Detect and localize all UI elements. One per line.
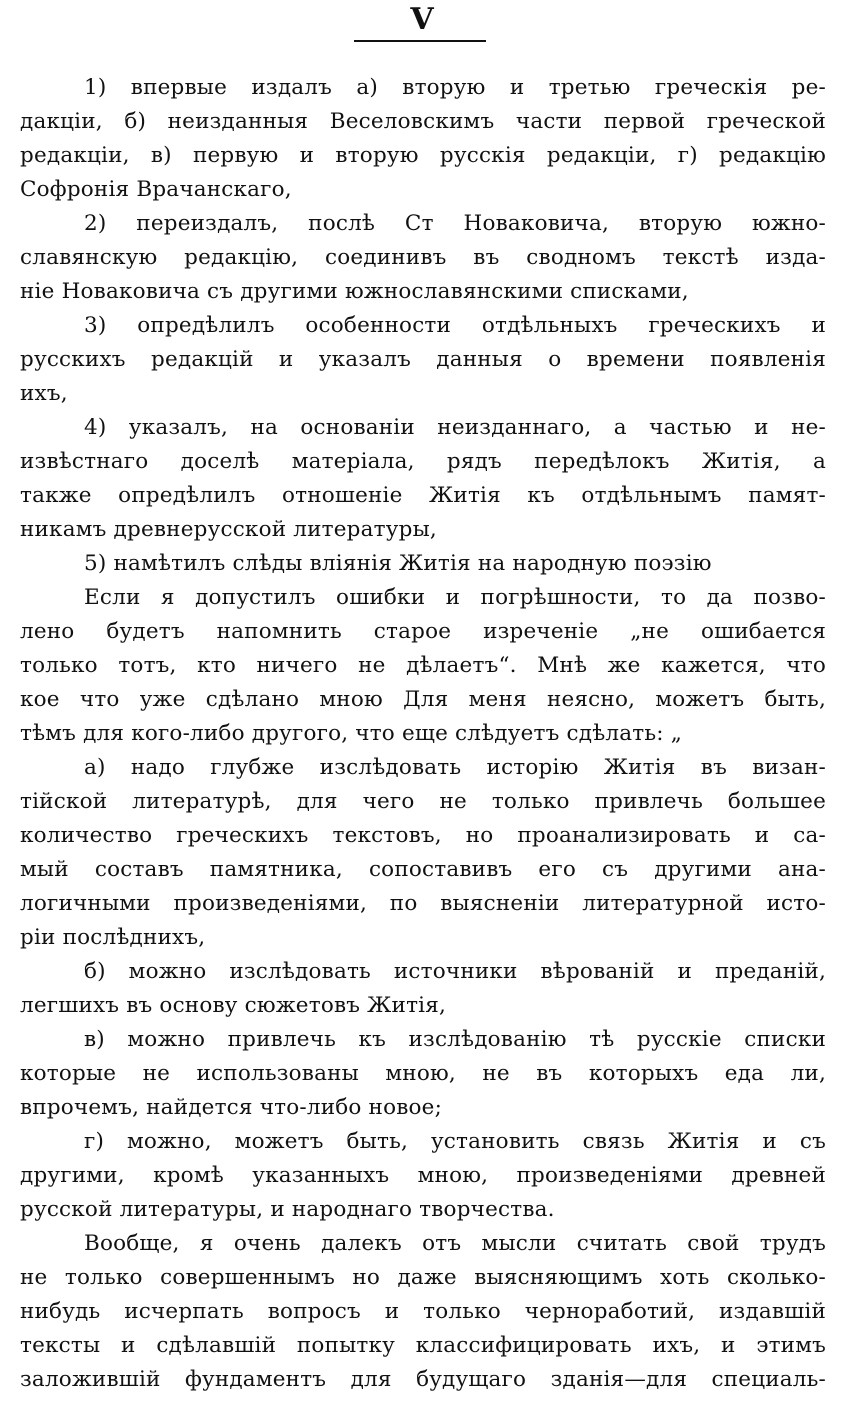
text-line: редакціи, в) первую и вторую русскія редакціи, г) редакцію [20, 143, 826, 168]
text-line: ріи послѣднихъ, [20, 925, 206, 950]
text-line: кое что уже сдѣлано мною Для меня неясно, можетъ быть, [20, 687, 826, 712]
text-line: также опредѣлилъ отношеніе Житія къ отдѣльнымъ памят- [20, 483, 826, 508]
text-line: Если я допустилъ ошибки и погрѣшности, то да позво- [84, 585, 826, 610]
text-line: 2) переиздалъ, послѣ Ст Новаковича, вторую южно- [84, 211, 826, 236]
text-line: б) можно изслѣдовать источники вѣрованій и преданій, [84, 959, 826, 984]
text-line: которые не использованы мною, не въ которыхъ еда ли, [20, 1061, 826, 1086]
text-line: нибудь исчерпать вопросъ и только черноработий, издавшій [20, 1299, 826, 1324]
text-line: легшихъ въ основу сюжетовъ Житія, [20, 993, 447, 1018]
text-line: 3) опредѣлилъ особенности отдѣльныхъ греческихъ и [84, 313, 826, 338]
text-line: тексты и сдѣлавшій попытку классифицировать ихъ, и этимъ [20, 1333, 826, 1358]
text-line: дакціи, б) неизданныя Веселовскимъ части первой греческой [20, 109, 826, 134]
text-line: только тотъ, кто ничего не дѣлаетъ“. Мнѣ же кажется, что [20, 653, 826, 678]
text-line: заложившій фундаментъ для будущаго зданія—для специаль- [20, 1367, 826, 1392]
document-body [20, 71, 826, 1397]
text-line: г) можно, можетъ быть, установить связь Житія и съ [84, 1129, 826, 1154]
text-line: русской литературы, и народнаго творчества. [20, 1197, 555, 1222]
text-line: 1) впервые издалъ а) вторую и третью греческія ре- [84, 75, 826, 100]
text-line: мый составъ памятника, сопоставивъ его съ другими ана- [20, 857, 826, 882]
text-line: а) надо глубже изслѣдовать исторію Житія въ визан- [84, 755, 826, 780]
text-line: логичными произведеніями, по выясненіи литературной исто- [20, 891, 826, 916]
text-line: лено будетъ напомнить старое изреченіе „не ошибается [20, 619, 826, 644]
text-line: количество греческихъ текстовъ, но проанализировать и са- [20, 823, 826, 848]
text-line: Вообще, я очень далекъ отъ мысли считать свой трудъ [84, 1231, 826, 1256]
page-number-header: V [410, 2, 434, 37]
text-line: Софронія Врачанскаго, [20, 177, 292, 202]
text-line: впрочемъ, найдется что-либо новое; [20, 1095, 443, 1120]
text-line: в) можно привлечь къ изслѣдованію тѣ русскіе списки [84, 1027, 826, 1052]
text-line: тійской литературѣ, для чего не только привлечь большее [20, 789, 826, 814]
text-line: тѣмъ для кого-либо другого, что еще слѣдуетъ сдѣлать: „ [20, 721, 683, 746]
text-line: никамъ древнерусской литературы, [20, 517, 437, 542]
text-line: ніе Новаковича съ другими южнославянскими списками, [20, 279, 689, 304]
text-line: русскихъ редакцій и указалъ данныя о времени появленія [20, 347, 826, 372]
text-line: славянскую редакцію, соединивъ въ сводномъ текстѣ изда- [20, 245, 826, 270]
text-line: другими, кромѣ указанныхъ мною, произведеніями древней [20, 1163, 826, 1188]
text-line: 4) указалъ, на основаніи неизданнаго, а частью и не- [84, 415, 826, 440]
text-line: ихъ, [20, 381, 68, 406]
text-line: 5) намѣтилъ слѣды вліянія Житія на народную поэзію [84, 551, 712, 576]
header-rule [354, 40, 486, 42]
text-line: не только совершеннымъ но даже выясняющимъ хоть сколько- [20, 1265, 826, 1290]
text-line: извѣстнаго доселѣ матеріала, рядъ передѣлокъ Житія, а [20, 449, 826, 474]
